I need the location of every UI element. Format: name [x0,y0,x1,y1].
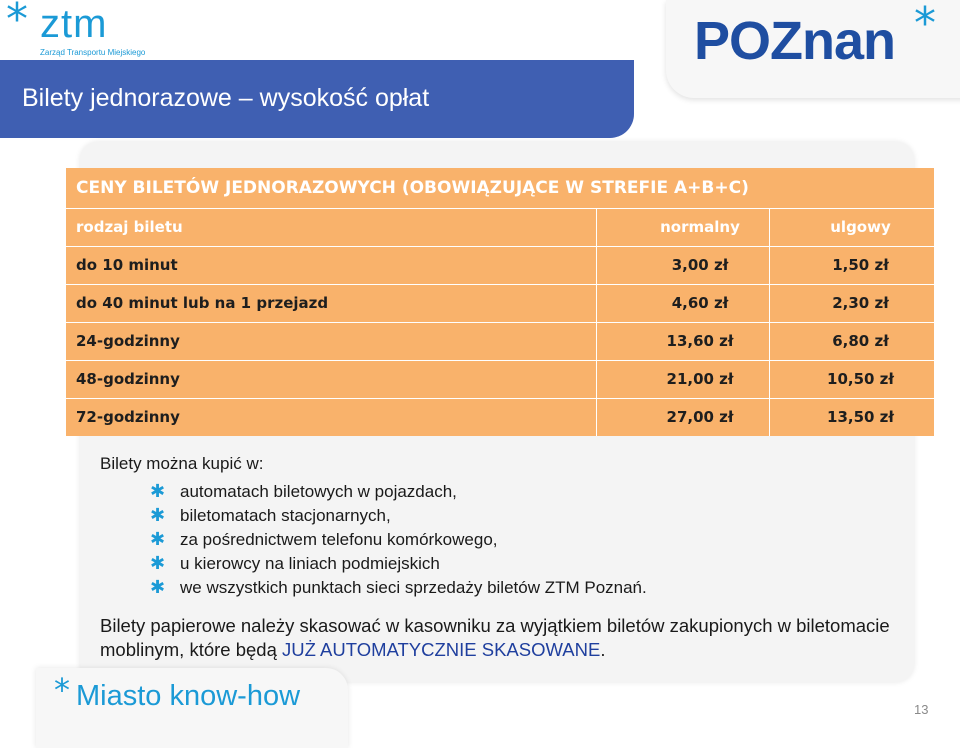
reduced-price-cell: 1,50 zł [832,256,889,274]
ticket-type-cell: do 10 minut [76,256,178,274]
table-row [66,360,934,398]
reduced-price-cell: 13,50 zł [827,408,894,426]
ztm-star-icon: * [6,0,28,45]
page-number: 13 [914,702,929,717]
ticket-type-cell: 24-godzinny [76,332,180,350]
table-row [66,398,934,436]
list-item-text: we wszystkich punktach sieci sprzedaży biletów ZTM Poznań. [180,578,647,597]
title-bar [0,60,634,138]
ticket-price-table [66,168,934,436]
header-ticket-type: rodzaj biletu [76,218,183,236]
page-title: Bilety jednorazowe – wysokość opłat [22,84,430,112]
ticket-type-cell: 72-godzinny [76,408,180,426]
normal-price-cell: 13,60 zł [666,332,734,350]
asterisk-bullet-icon: ✱ [150,577,166,598]
poznan-logo-panel [666,0,960,98]
table-title: CENY BILETÓW JEDNORAZOWYCH (OBOWIĄZUJĄCE W STREFIE A+B+C) [76,178,749,198]
buy-intro: Bilety można kupić w: [100,454,264,473]
reduced-price-cell: 10,50 zł [827,370,894,388]
normal-price-cell: 27,00 zł [666,408,734,426]
asterisk-bullet-icon: ✱ [150,505,166,526]
normal-price-cell: 3,00 zł [671,256,729,274]
header-reduced: ulgowy [830,218,891,236]
poznan-logo-text: POZnan [694,11,896,71]
table-row [66,246,934,284]
ztm-logo [6,0,186,64]
list-item-text: automatach biletowych w pojazdach, [180,482,457,501]
normal-price-cell: 4,60 zł [671,294,729,312]
footer-slogan: Miasto know-how [76,680,301,712]
reduced-price-cell: 6,80 zł [832,332,889,350]
validation-note [100,614,920,662]
table-row [66,322,934,360]
normal-price-cell: 21,00 zł [666,370,734,388]
note-end: . [600,639,606,660]
ztm-logo-subtitle: Zarząd Transportu Miejskiego [40,48,146,57]
asterisk-bullet-icon: ✱ [150,481,166,502]
reduced-price-cell: 2,30 zł [832,294,889,312]
column-divider [769,208,770,436]
asterisk-bullet-icon: ✱ [150,529,166,550]
poznan-star-icon: * [914,0,936,49]
header-normal: normalny [660,218,740,236]
footer-star-icon: * [54,671,70,709]
list-item-text: u kierowcy na liniach podmiejskich [180,554,440,573]
table-row [66,284,934,322]
asterisk-bullet-icon: ✱ [150,553,166,574]
list-item-text: biletomatach stacjonarnych, [180,506,391,525]
column-divider [596,208,597,436]
ztm-logo-text: ztm [40,2,108,46]
ticket-type-cell: do 40 minut lub na 1 przejazd [76,294,329,312]
note-highlight: JUŻ AUTOMATYCZNIE SKASOWANE [282,639,601,660]
list-item-text: za pośrednictwem telefonu komórkowego, [180,530,498,549]
note-text: Bilety papierowe należy skasować w kasowniku za wyjątkiem biletów zakupionych w biletomacie moblinym, które będą [100,615,890,660]
ticket-type-cell: 48-godzinny [76,370,180,388]
footer-slogan-panel [36,668,348,748]
table-header-row [66,208,934,246]
